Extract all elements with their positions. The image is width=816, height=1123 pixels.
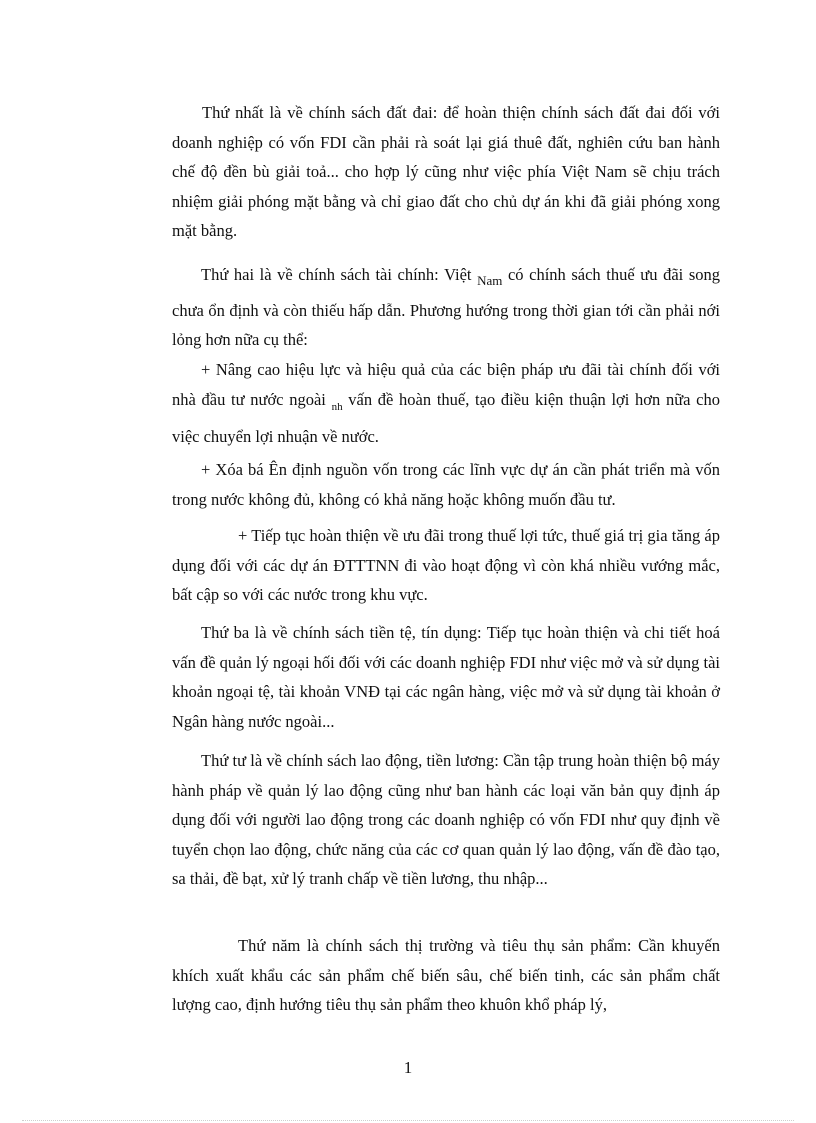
paragraph-text: Thứ hai là về chính sách tài chính: Việt	[201, 265, 478, 284]
paragraph-text: vấn đề hoàn thuế, tạo điều kiện thuận lợi hơn nữa cho việc chuyển lợi nhuận về nước.	[172, 389, 721, 446]
paragraph-land-policy: Thứ nhất là về chính sách đất đai: để hoàn thiện chính sách đất đai đối với doanh nghiệp có vốn FDI cần phải rà soát lại giá thuê đất, nghiên cứu ban hành chế độ đền bù giải toả... cho hợp lý cũng như việc phía Việt Nam sẽ chịu trách nhiệm giải phóng mặt bằng và chỉ giao đất cho chủ dự án khi đã giải phóng xong mặt bằng.	[172, 103, 720, 240]
paragraph-text: + Nâng cao hiệu lực và hiệu quả của các biện pháp ưu đãi tài chính đối với nhà đầu tư nước ngoài	[172, 360, 720, 409]
page-number: 1	[403, 1058, 413, 1077]
subscript-text: Nam	[477, 273, 503, 288]
paragraph-finance-policy	[172, 260, 720, 355]
paragraph-bullet-tax: + Tiếp tục hoàn thiện về ưu đãi trong thuế lợi tức, thuế giá trị gia tăng áp dụng đối với các dự án ĐTTTNN đi vào hoạt động vì còn khá nhiều vướng mắc, bất cập so với các nước trong khu vực.	[172, 526, 720, 604]
paragraph-text: có chính sách thuế ưu đãi song chưa ổn định và còn thiếu hấp dẫn. Phương hướng trong thời gian tới cần phải nới lỏng hơn nữa cụ thể:	[172, 265, 720, 349]
paragraph-bullet-capital: + Xóa bá Ên định nguồn vốn trong các lĩnh vực dự án cần phát triển mà vốn trong nước không đủ, không có khả năng hoặc không muốn đầu tư.	[172, 460, 720, 509]
paragraph-labor-policy: Thứ tư là về chính sách lao động, tiền lương: Cần tập trung hoàn thiện bộ máy hành pháp về quản lý lao động cũng như ban hành các loại văn bản quy định áp dụng đối với người lao động trong các doanh nghiệp có vốn FDI như quy định về tuyển chọn lao động, chức năng của các cơ quan quản lý lao động, vấn đề đào tạo, sa thải, đề bạt, xử lý tranh chấp về tiền lương, thu nhập...	[172, 751, 720, 888]
paragraph-market-policy: Thứ năm là chính sách thị trường và tiêu thụ sản phẩm: Cần khuyến khích xuất khẩu các sản phẩm chế biến sâu, chế biến tinh, các sản phẩm chất lượng cao, định hướng tiêu thụ sản phẩm theo khuôn khổ pháp lý,	[172, 936, 720, 1014]
subscript-text: nh	[331, 400, 343, 413]
paragraph-bullet-incentives	[172, 355, 720, 452]
paragraph-monetary-policy: Thứ ba là về chính sách tiền tệ, tín dụng: Tiếp tục hoàn thiện và chi tiết hoá vấn đề quản lý ngoại hối đối với các doanh nghiệp FDI như việc mở và sử dụng tài khoản ngoại tệ, tài khoản VNĐ tại các ngân hàng, việc mở và sử dụng tài khoản ở Ngân hàng nước ngoài...	[172, 623, 720, 731]
page-bottom-divider	[22, 1120, 794, 1121]
